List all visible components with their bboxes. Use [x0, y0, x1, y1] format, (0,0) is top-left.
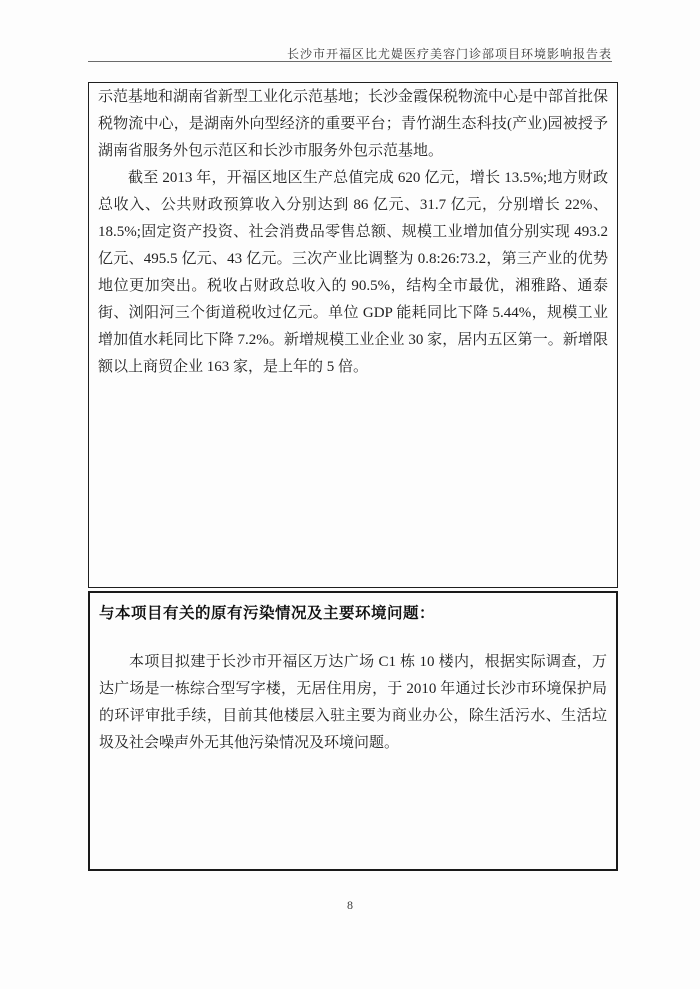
- running-header-title: 长沙市开福区比尤媞医疗美容门诊部项目环境影响报告表: [286, 47, 612, 61]
- page-number: 8: [347, 898, 353, 912]
- paragraph-2013-economic-stats: 截至 2013 年，开福区地区生产总值完成 620 亿元，增长 13.5%;地方财政总收入、公共财政预算收入分别达到 86 亿元、31.7 亿元，分别增长 22%、18.5%;固定资产投资、社会消费品零售总额、规模工业增加值分别实现 493.2 亿元、495.5 亿元、43 亿元。三次产业比调整为 0.8:26:73.2，第三产业的优势地位更加突出。税收占财政总收入的 90.5%，结构全市最优，湘雅路、通泰街、浏阳河三个街道税收过亿元。单位 GDP 能耗同比下降 5.44%，规模工业增加值水耗同比下降 7.2%。新增规模工业企业 30 家，居内五区第一。新增限额以上商贸企业 163 家，是上年的 5 倍。: [98, 170, 608, 375]
- section-heading-existing-pollution: 与本项目有关的原有污染情况及主要环境问题：: [99, 605, 436, 622]
- paragraph-industrial-bases: 示范基地和湖南省新型工业化示范基地；长沙金霞保税物流中心是中部首批保税物流中心，是湖南外向型经济的重要平台；青竹湖生态科技(产业)园被授予湖南省服务外包示范区和长沙市服务外包示范基地。: [98, 89, 609, 159]
- table-cell-existing-pollution: [88, 591, 618, 871]
- paragraph-project-site-situation: 本项目拟建于长沙市开福区万达广场 C1 栋 10 楼内，根据实际调查，万达广场是一栋综合型写字楼，无居住用房，于 2010 年通过长沙市环境保护局的环评审批手续，目前其他楼层入驻主要为商业办公，除生活污水、生活垃圾及社会噪声外无其他污染情况及环境问题。: [99, 654, 607, 751]
- table-cell-regional-economy: [88, 82, 618, 588]
- header-rule: [88, 61, 612, 62]
